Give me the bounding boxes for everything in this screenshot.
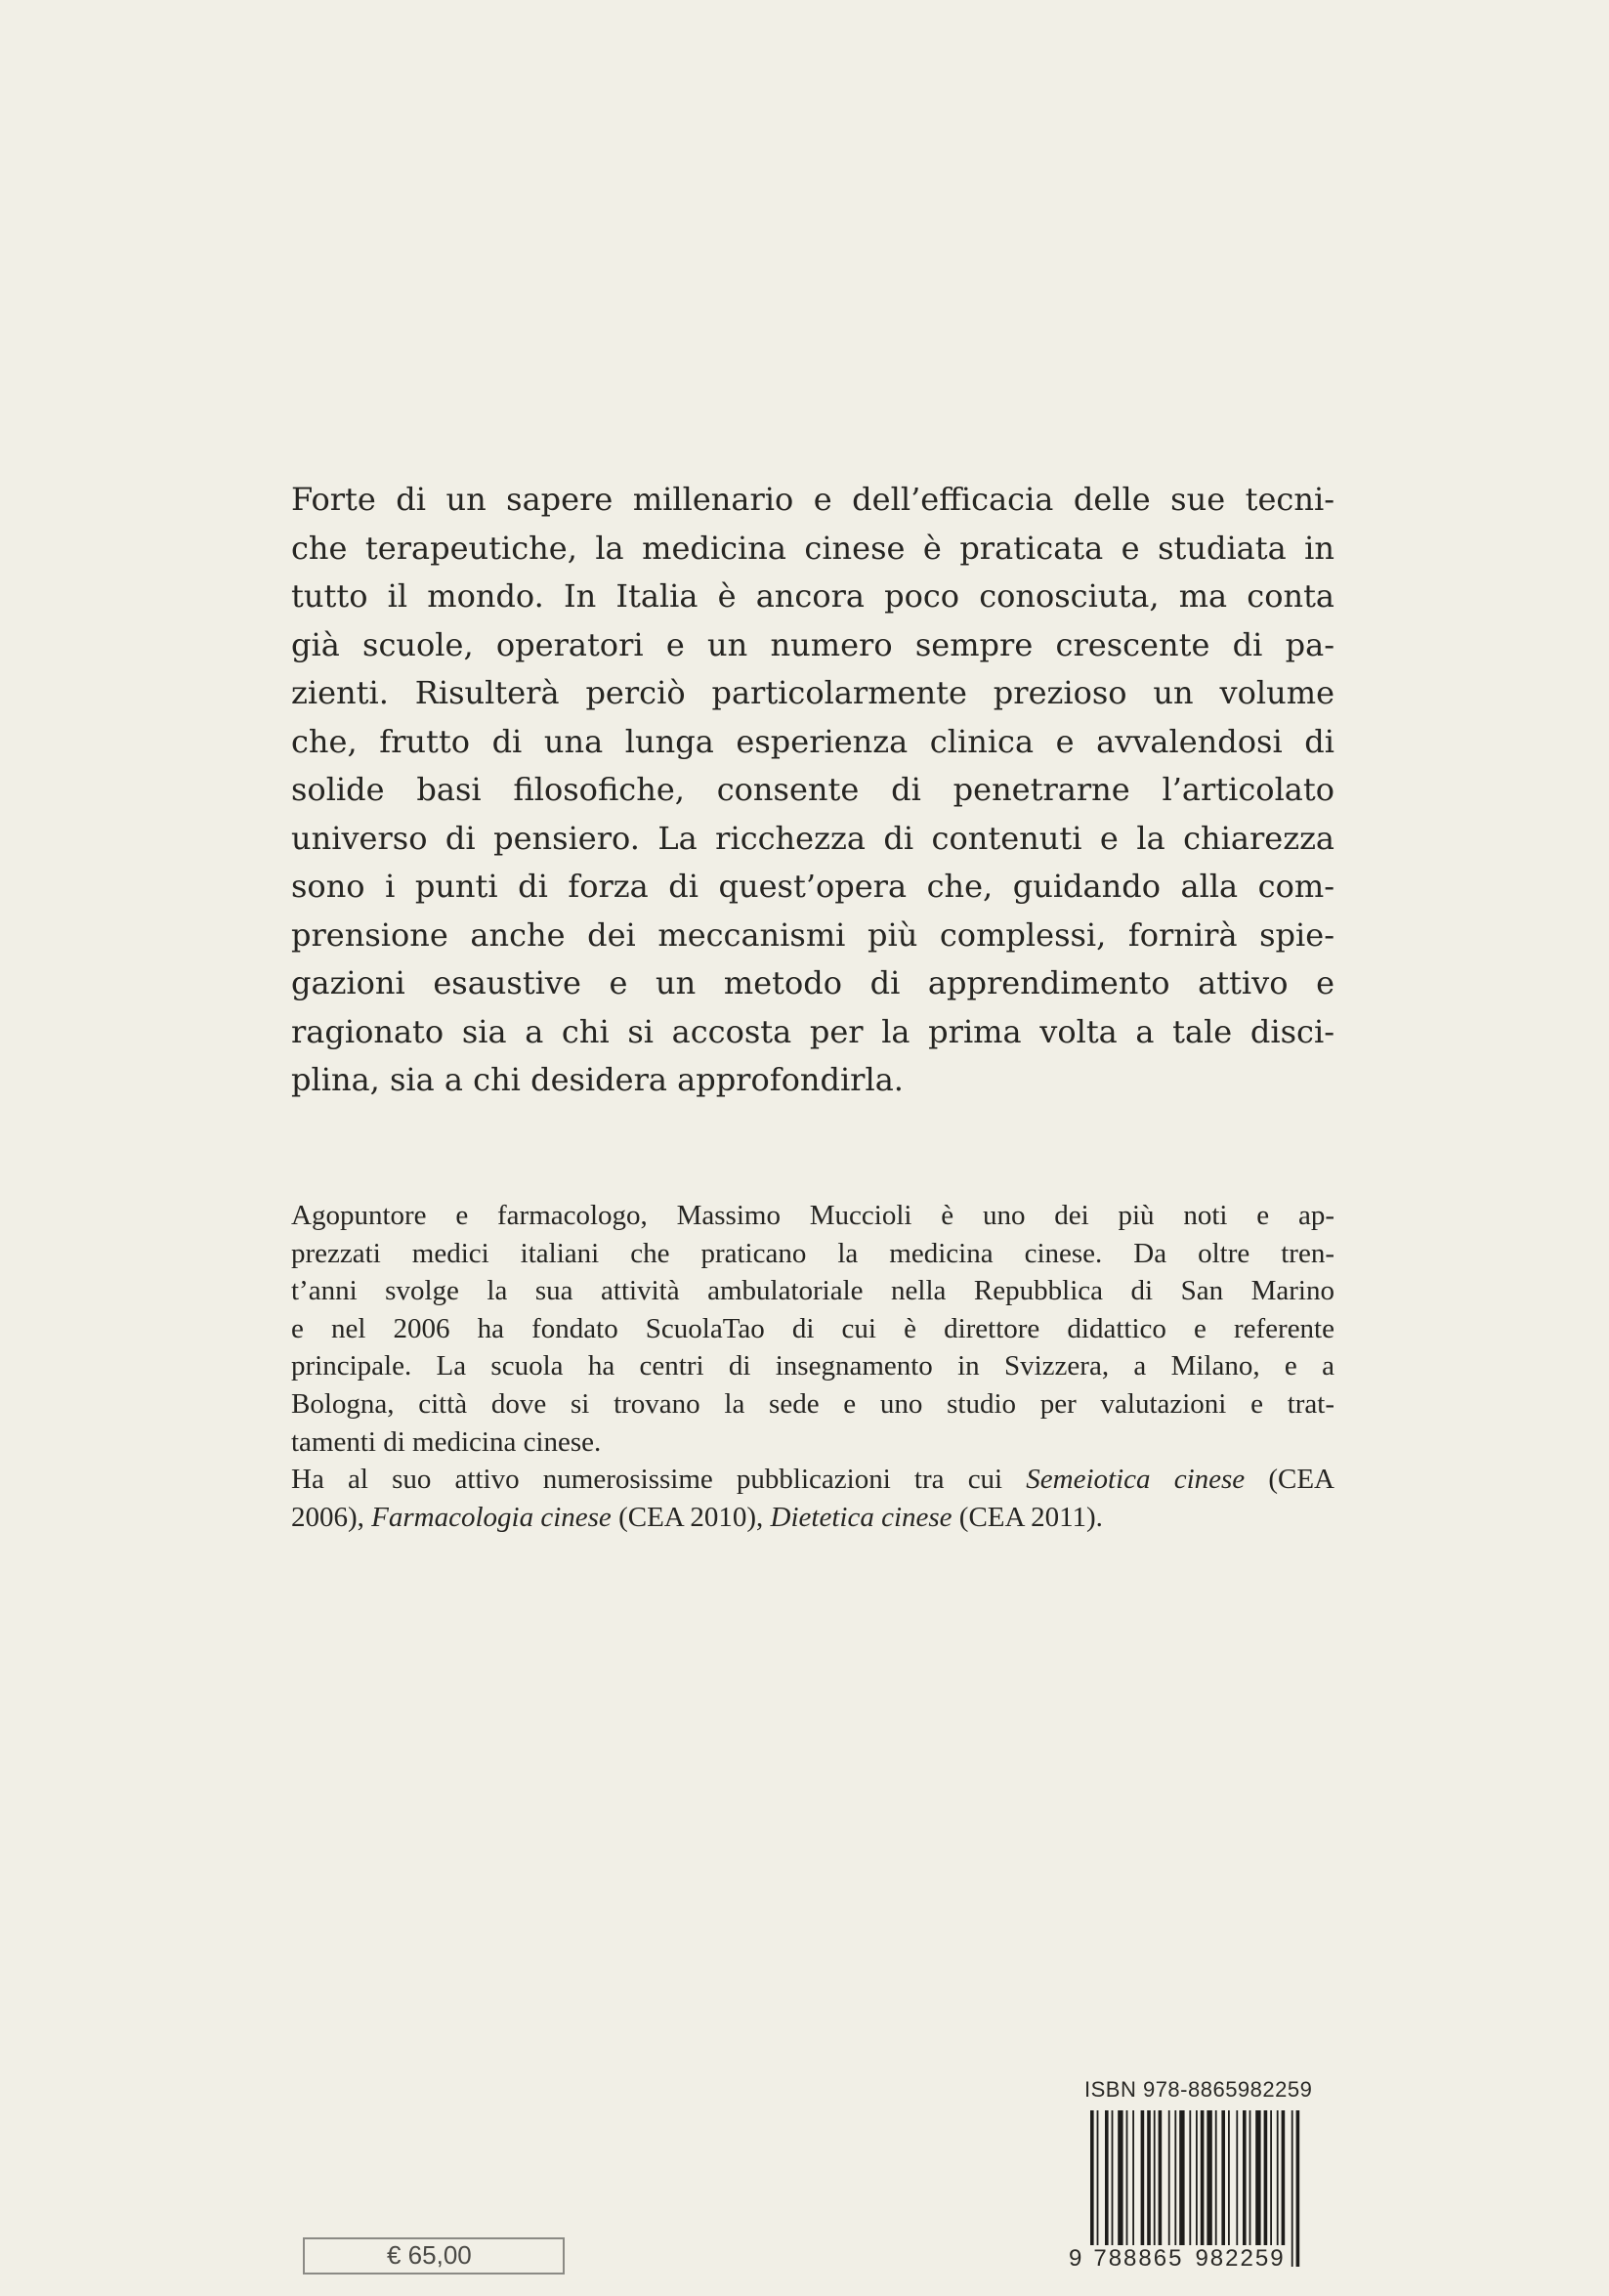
blurb-line: solide basi filosofiche, consente di penetrarne l’articolato bbox=[291, 771, 1334, 808]
blurb-line: zienti. Risulterà perciò particolarmente prezioso un volume bbox=[291, 674, 1334, 711]
author-bio bbox=[291, 1197, 1334, 1536]
barcode-bar bbox=[1174, 2110, 1176, 2247]
barcode-bar bbox=[1132, 2110, 1134, 2247]
barcode-bar bbox=[1118, 2110, 1122, 2247]
barcode-bar bbox=[1207, 2110, 1211, 2247]
barcode-digits-left: 788865 bbox=[1093, 2245, 1184, 2272]
barcode-bar bbox=[1277, 2110, 1279, 2247]
publications-line: 2006), Farmacologia cinese (CEA 2010), Dietetica cinese (CEA 2011). bbox=[291, 1501, 1103, 1533]
price-label: € 65,00 bbox=[387, 2240, 472, 2270]
barcode-bar bbox=[1221, 2110, 1225, 2247]
pub-title-farmacologia: Farmacologia cinese bbox=[371, 1501, 612, 1533]
barcode-bar bbox=[1243, 2110, 1247, 2247]
pub-title-semeiotica: Semeiotica cinese bbox=[1026, 1464, 1246, 1496]
barcode-bar bbox=[1196, 2110, 1198, 2267]
barcode-digit-first: 9 bbox=[1069, 2245, 1082, 2272]
barcode-bar bbox=[1270, 2110, 1272, 2247]
barcode-bar bbox=[1112, 2110, 1114, 2247]
barcode-bar bbox=[1201, 2110, 1205, 2267]
blurb-line: già scuole, operatori e un numero sempre crescente di pa- bbox=[291, 625, 1334, 663]
barcode-digits-right: 982259 bbox=[1195, 2245, 1286, 2272]
barcode-bar bbox=[1090, 2110, 1094, 2267]
barcode-bar bbox=[1154, 2110, 1156, 2247]
barcode-bar bbox=[1159, 2110, 1163, 2247]
barcode-bar bbox=[1228, 2110, 1230, 2247]
blurb-line: sono i punti di forza di quest’opera che, guidando alla com- bbox=[291, 868, 1334, 905]
blurb-line: plina, sia a chi desidera approfondirla. bbox=[291, 1061, 904, 1098]
barcode-bar bbox=[1264, 2110, 1268, 2247]
barcode-digits bbox=[1067, 2245, 1288, 2273]
barcode-bar bbox=[1236, 2110, 1238, 2247]
blurb-line: Forte di un sapere millenario e dell’efficacia delle sue tecni- bbox=[291, 481, 1334, 518]
book-blurb bbox=[291, 476, 1334, 1105]
barcode-bar bbox=[1282, 2110, 1286, 2247]
barcode-bar bbox=[1126, 2110, 1128, 2247]
bio-line: Agopuntore e farmacologo, Massimo Muccioli è uno dei più noti e ap- bbox=[291, 1200, 1334, 1231]
blurb-line: ragionato sia a chi si accosta per la prima volta a tale disci- bbox=[291, 1012, 1334, 1050]
barcode-bar bbox=[1189, 2110, 1191, 2247]
barcode-bar bbox=[1296, 2110, 1300, 2267]
barcode bbox=[1084, 2110, 1319, 2267]
barcode-bar bbox=[1255, 2110, 1260, 2247]
publications-line: Ha al suo attivo numerosissime pubblicazioni tra cui Semeiotica cinese (CEA bbox=[291, 1464, 1334, 1496]
blurb-line: che, frutto di una lunga esperienza clinica e avvalendosi di bbox=[291, 722, 1334, 760]
bio-line: e nel 2006 ha fondato ScuolaTao di cui è direttore didattico e referente bbox=[291, 1312, 1334, 1344]
barcode-bar bbox=[1097, 2110, 1099, 2267]
barcode-bar bbox=[1291, 2110, 1293, 2267]
bio-line: tamenti di medicina cinese. bbox=[291, 1425, 602, 1458]
barcode-bar bbox=[1249, 2110, 1251, 2247]
blurb-line: tutto il mondo. In Italia è ancora poco conosciuta, ma conta bbox=[291, 577, 1334, 615]
barcode-bar bbox=[1168, 2110, 1170, 2247]
bio-line: t’anni svolge la sua attività ambulatoriale nella Repubblica di San Marino bbox=[291, 1275, 1334, 1307]
barcode-bar bbox=[1141, 2110, 1145, 2247]
pub-title-dietetica: Dietetica cinese bbox=[770, 1501, 953, 1533]
blurb-line: gazioni esaustive e un metodo di apprendimento attivo e bbox=[291, 964, 1334, 1001]
barcode-bar bbox=[1147, 2110, 1151, 2247]
bio-line: Bologna, città dove si trovano la sede e uno studio per valutazioni e trat- bbox=[291, 1387, 1334, 1420]
barcode-bar bbox=[1105, 2110, 1109, 2247]
isbn-label: ISBN 978-8865982259 bbox=[1084, 2077, 1313, 2102]
blurb-line: universo di pensiero. La ricchezza di contenuti e la chiarezza bbox=[291, 819, 1334, 857]
barcode-bar bbox=[1179, 2110, 1184, 2247]
blurb-line: che terapeutiche, la medicina cinese è praticata e studiata in bbox=[291, 529, 1334, 567]
blurb-line: prensione anche dei meccanismi più complessi, fornirà spie- bbox=[291, 915, 1334, 954]
bio-line: principale. La scuola ha centri di insegnamento in Svizzera, a Milano, e a bbox=[291, 1350, 1334, 1382]
barcode-bar bbox=[1215, 2110, 1217, 2247]
bio-line: prezzati medici italiani che praticano la medicina cinese. Da oltre tren- bbox=[291, 1237, 1334, 1269]
